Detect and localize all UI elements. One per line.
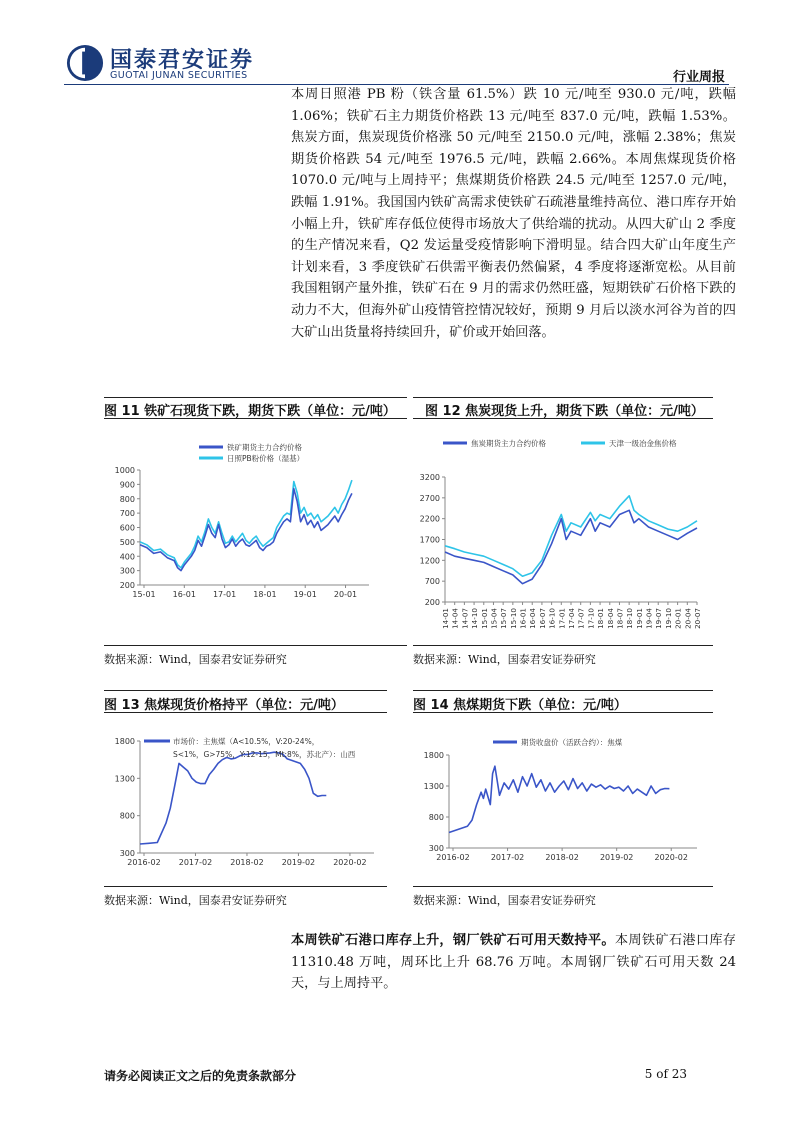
fig11-y-tick-label: 1000: [114, 466, 135, 475]
fig12-y-tick-label: 2200: [419, 514, 440, 524]
fig13-title: 图 13 焦煤现货价格持平（单位：元/吨）: [104, 698, 344, 713]
body-paragraph-2: [291, 930, 736, 995]
fig14-x-tick-label: 2019-02: [599, 853, 634, 862]
fig13-x-tick-label: 2019-02: [281, 858, 316, 867]
fig14-top-rule: [413, 690, 713, 691]
fig12-x-tick-label: 14-01: [441, 608, 450, 629]
fig12-x-tick-label: 15-07: [499, 608, 509, 629]
fig12-x-tick-label: 18-01: [596, 608, 606, 629]
fig11-y-tick-label: 400: [119, 552, 135, 562]
fig12-title-rule: [413, 418, 713, 419]
fig14-y-tick-label: 1800: [423, 751, 444, 760]
fig12-x-tick-label: 16-04: [528, 608, 538, 629]
fig12-y-tick-label: 1700: [419, 535, 440, 545]
fig13-legend-label-line2: S<1%，G>75%，Y:12-15，Mt:8%，苏北产）：山西: [173, 750, 356, 759]
fig11-y-tick-label: 600: [119, 523, 135, 533]
fig12-x-tick-label: 16-10: [547, 608, 557, 629]
fig12-y-tick-label: 700: [424, 577, 440, 587]
report-type: 行业周报: [672, 70, 725, 85]
company-name-cn: 国泰君安证券: [110, 48, 255, 73]
fig11-y-tick-label: 500: [119, 537, 135, 547]
fig14-bottom-rule: [413, 886, 713, 887]
fig12-x-tick-label: 16-01: [518, 608, 528, 629]
fig12-x-tick-label: 15-04: [489, 608, 499, 629]
fig12-chart: [413, 425, 713, 640]
fig14-title-rule: [413, 712, 713, 713]
fig11-y-tick-label: 900: [119, 480, 135, 490]
fig12-series-line-1: [445, 510, 697, 583]
para2-bold-lead: 本周铁矿石港口库存上升，钢厂铁矿石可用天数持平。: [291, 933, 615, 948]
fig13-y-tick-label: 1300: [114, 774, 135, 784]
fig12-x-tick-label: 19-04: [644, 608, 654, 629]
fig11-source: 数据来源：Wind，国泰君安证券研究: [104, 653, 287, 666]
fig12-x-tick-label: 14-07: [460, 608, 470, 629]
fig11-series-line-1: [140, 489, 352, 571]
fig12-x-tick-label: 19-01: [634, 608, 644, 629]
fig12-y-tick-label: 2700: [419, 493, 440, 503]
fig12-series-line-2: [445, 496, 697, 576]
fig12-x-tick-label: 18-04: [605, 608, 615, 629]
fig11-title: 图 11 铁矿石现货下跌，期货下跌（单位：元/吨）: [104, 404, 396, 419]
fig14-series-line-1: [449, 766, 669, 832]
fig12-x-tick-label: 17-10: [586, 608, 596, 629]
footer-disclaimer: 请务必阅读正文之后的免责条款部分: [104, 1069, 297, 1083]
fig11-top-rule: [104, 397, 407, 398]
fig13-x-tick-label: 2020-02: [333, 858, 367, 867]
fig12-legend-label: 焦炭期货主力合约价格: [471, 439, 546, 448]
fig11-series-line-2: [140, 480, 352, 568]
fig12-source: 数据来源：Wind，国泰君安证券研究: [413, 653, 596, 666]
fig13-title-rule: [104, 712, 387, 713]
fig12-x-tick-label: 14-04: [450, 608, 460, 629]
para2-text: 本周铁矿石港口库存 11310.48 万吨，周环比上升 68.76 万吨。本周钢厂铁矿石可用天数 24 天，与上周持平。: [291, 933, 736, 992]
fig11-y-tick-label: 700: [119, 509, 135, 519]
fig12-x-tick-label: 15-10: [508, 608, 518, 629]
fig11-x-tick-label: 17-01: [212, 590, 237, 599]
fig12-x-tick-label: 18-10: [625, 608, 635, 629]
fig12-y-tick-label: 1200: [419, 556, 440, 566]
fig14-y-tick-label: 800: [428, 813, 444, 822]
fig13-bottom-rule: [104, 886, 387, 887]
fig13-series-line-1: [140, 752, 326, 844]
fig13-x-tick-label: 2017-02: [178, 858, 213, 867]
fig14-y-tick-label: 300: [428, 844, 444, 853]
fig11-y-tick-label: 200: [119, 581, 135, 590]
fig12-x-tick-label: 20-01: [673, 608, 683, 629]
fig14-chart: [413, 725, 713, 875]
fig11-x-tick-label: 16-01: [172, 590, 196, 599]
fig13-source: 数据来源：Wind，国泰君安证券研究: [104, 894, 287, 907]
fig12-title: 图 12 焦炭现货上升，期货下跌（单位：元/吨）: [425, 404, 704, 419]
fig12-legend-label: 天津一级冶金焦价格: [609, 439, 677, 448]
fig11-y-tick-label: 800: [119, 494, 135, 504]
fig14-legend-label: 期货收盘价（活跃合约）：焦煤: [521, 738, 623, 747]
company-name-en: GUOTAI JUNAN SECURITIES: [110, 70, 248, 81]
fig11-x-tick-label: 20-01: [333, 590, 358, 599]
fig12-x-tick-label: 17-07: [576, 608, 586, 629]
body-paragraph-1: 本周日照港 PB 粉（铁含量 61.5%）跌 10 元/吨至 930.0 元/吨，跌幅 1.06%；铁矿石主力期货价格跌 13 元/吨至 837.0 元/吨，跌幅 1.53%。焦炭方面，焦炭现货价格涨 50 元/吨至 2150.0 元/吨，涨幅 2.38%；焦炭期货价格跌 54 元/吨至 1976.5 元/吨，跌幅 2.66%。本周焦煤现货价格 1070.0 元/吨与上周持平；焦煤期货价格跌 24.5 元/吨至 1257.0 元/吨，跌幅 1.91%。我国国内铁矿高需求使铁矿石疏港量维持高位、港口库存开始小幅上升，铁矿库存低位使得市场放大了供给端的扰动。从四大矿山 2 季度的生产情况来看，Q2 发运量受疫情影响下滑明显。结合四大矿山年度生产计划来看，3 季度铁矿石供需平衡表仍然偏紧，4 季度将逐渐宽松。从目前我国粗钢产量外推，铁矿石在 9 月的需求仍然旺盛，短期铁矿石价格下跌的动力不大，但海外矿山疫情管控情况较好，预期 9 月后以淡水河谷为首的四大矿山出货量将持续回升，矿价或开始回落。: [291, 87, 736, 340]
fig14-source: 数据来源：Wind，国泰君安证券研究: [413, 894, 596, 907]
fig14-y-tick-label: 1300: [423, 782, 444, 791]
fig14-x-tick-label: 2020-02: [654, 853, 688, 862]
fig11-bottom-rule: [104, 645, 407, 646]
fig11-x-tick-label: 15-01: [132, 590, 156, 599]
fig11-y-tick-label: 300: [119, 566, 135, 576]
fig14-title: 图 14 焦煤期货下跌（单位：元/吨）: [413, 698, 627, 713]
fig11-chart: [104, 425, 407, 640]
fig12-x-tick-label: 20-07: [693, 608, 702, 629]
fig13-x-tick-label: 2018-02: [230, 858, 264, 867]
fig13-legend-label-line1: 市场价：主焦煤（A<10.5%，V:20-24%，: [173, 737, 320, 746]
fig14-x-tick-label: 2018-02: [545, 853, 579, 862]
fig13-chart: [104, 725, 387, 875]
fig12-x-tick-label: 14-10: [470, 608, 480, 629]
page-number: 5 of 23: [644, 1067, 687, 1081]
guotai-logo-icon: [66, 44, 104, 82]
fig11-legend-label: 日照PB粉价格（湿基）: [227, 454, 305, 463]
fig13-y-tick-label: 300: [119, 849, 135, 858]
fig13-top-rule: [104, 690, 387, 691]
fig12-x-tick-label: 18-07: [615, 608, 625, 629]
fig12-top-rule: [413, 397, 713, 398]
fig14-x-tick-label: 2017-02: [490, 853, 525, 862]
fig12-x-tick-label: 16-07: [537, 608, 547, 629]
fig11-x-tick-label: 18-01: [253, 590, 277, 599]
fig11-legend-label: 铁矿期货主力合约价格: [227, 443, 302, 452]
fig12-x-tick-label: 20-04: [683, 608, 693, 629]
fig13-y-tick-label: 800: [119, 811, 135, 821]
fig13-x-tick-label: 2016-02: [127, 858, 161, 867]
fig12-bottom-rule: [413, 645, 713, 646]
fig12-x-tick-label: 17-01: [557, 608, 567, 629]
fig12-x-tick-label: 19-10: [663, 608, 673, 629]
fig12-y-tick-label: 200: [424, 598, 440, 607]
fig13-y-tick-label: 1800: [114, 737, 135, 746]
fig11-title-rule: [104, 418, 407, 419]
fig12-x-tick-label: 15-01: [479, 608, 489, 629]
fig12-x-tick-label: 17-04: [567, 608, 576, 629]
fig12-x-tick-label: 19-07: [654, 608, 664, 629]
fig12-y-tick-label: 3200: [419, 473, 440, 482]
fig11-x-tick-label: 19-01: [293, 590, 317, 599]
fig14-x-tick-label: 2016-02: [436, 853, 470, 862]
